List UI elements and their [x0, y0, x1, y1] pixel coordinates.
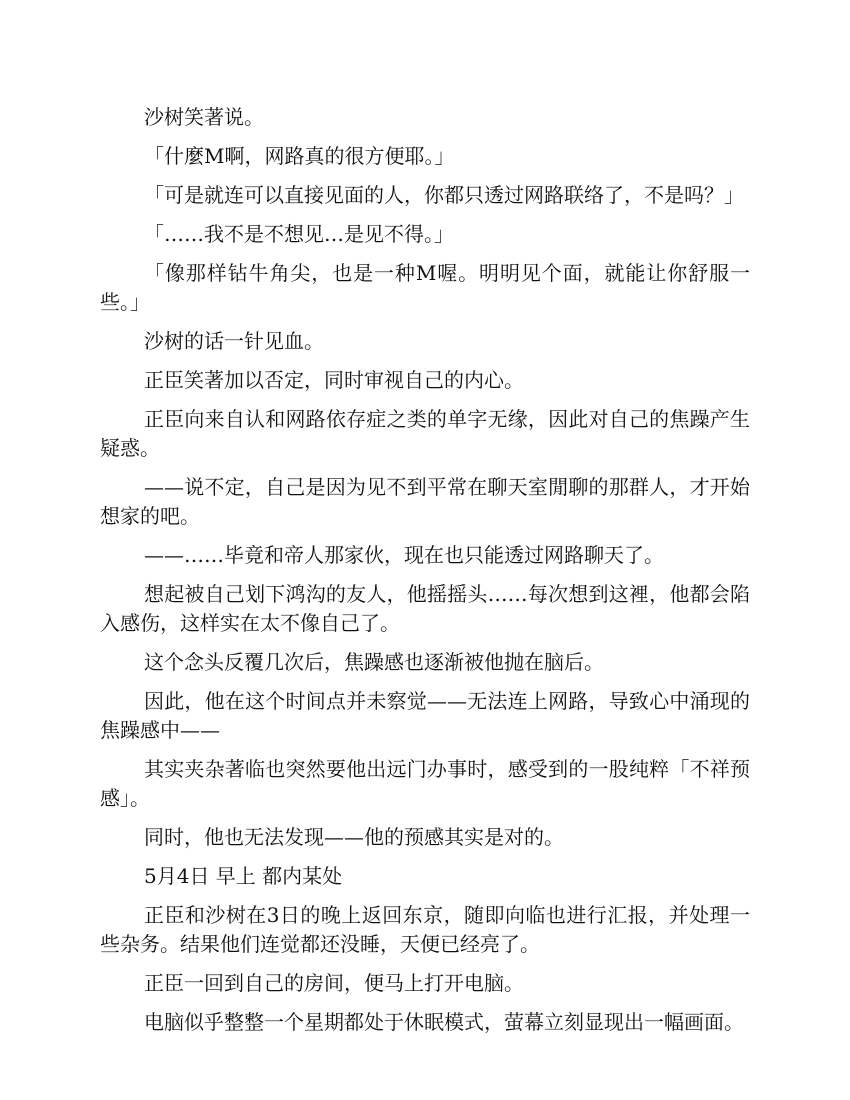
- paragraph: 正臣向来自认和网路依存症之类的单字无缘，因此对自己的焦躁产生疑惑。: [100, 407, 750, 460]
- paragraph: ——……毕竟和帝人那家伙，现在也只能透过网路聊天了。: [144, 543, 664, 567]
- paragraph: 「可是就连可以直接见面的人，你都只透过网路联络了，不是吗？」: [144, 183, 744, 207]
- paragraph: 正臣笑著加以否定，同时审视自己的内心。: [144, 368, 524, 392]
- section-heading: 5月4日 早上 都内某处: [144, 864, 343, 888]
- paragraph: ——说不定，自己是因为见不到平常在聊天室閒聊的那群人，才开始想家的吧。: [100, 475, 750, 528]
- paragraph: 同时，他也无法发现——他的预感其实是对的。: [144, 825, 564, 849]
- paragraph: 「什麼M啊，网路真的很方便耶。」: [144, 144, 455, 168]
- paragraph: 「像那样钻牛角尖，也是一种M喔。明明见个面，就能让你舒服一些。」: [100, 261, 750, 314]
- paragraph: 这个念头反覆几次后，焦躁感也逐渐被他抛在脑后。: [144, 650, 604, 674]
- document-page: [100, 103, 750, 1047]
- paragraph: 「……我不是不想见…是见不得。」: [144, 222, 454, 246]
- paragraph: 正臣和沙树在3日的晚上返回东京，随即向临也进行汇报，并处理一些杂务。结果他们连觉都还没睡，天便已经亮了。: [100, 903, 750, 956]
- paragraph: 沙树的话一针见血。: [144, 329, 324, 353]
- paragraph: 沙树笑著说。: [144, 105, 264, 129]
- paragraph: 因此，他在这个时间点并未察觉——无法连上网路，导致心中涌现的焦躁感中——: [100, 689, 750, 742]
- paragraph: 想起被自己划下鸿沟的友人，他摇摇头……每次想到这裡，他都会陷入感伤，这样实在太不像自己了。: [100, 582, 750, 635]
- paragraph: 正臣一回到自己的房间，便马上打开电脑。: [144, 971, 524, 995]
- paragraph: 电脑似乎整整一个星期都处于休眠模式，萤幕立刻显现出一幅画面。: [144, 1010, 744, 1034]
- paragraph: 其实夹杂著临也突然要他出远门办事时，感受到的一股纯粹「不祥预感」。: [100, 757, 750, 810]
